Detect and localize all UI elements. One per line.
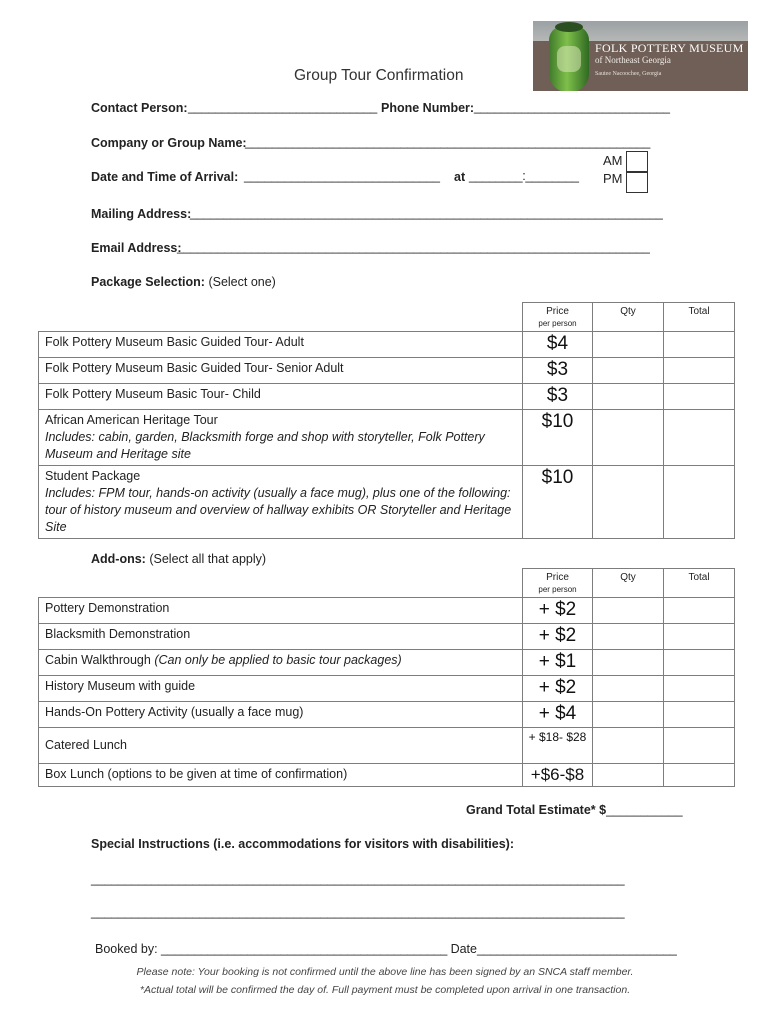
total-cell[interactable] xyxy=(664,764,735,787)
qty-cell[interactable] xyxy=(593,676,664,702)
mailing-address-label: Mailing Address: xyxy=(91,207,192,221)
page-title: Group Tour Confirmation xyxy=(294,67,464,84)
package-price: $10 xyxy=(523,410,593,466)
addon-price: +$6-$8 xyxy=(523,764,593,787)
total-cell[interactable] xyxy=(664,410,735,466)
grand-total-label: Grand Total Estimate* $ xyxy=(466,803,607,817)
price-column-header: Price per person xyxy=(523,569,593,598)
total-cell[interactable] xyxy=(664,702,735,728)
table-row[interactable] xyxy=(39,332,735,358)
payment-note: *Actual total will be confirmed the day of. Full payment must be completed upon arrival in one transaction. xyxy=(139,984,631,996)
pm-checkbox[interactable] xyxy=(626,172,648,193)
booked-by-row xyxy=(95,942,677,956)
table-row[interactable] xyxy=(39,764,735,787)
addons-header-row xyxy=(39,569,735,598)
addon-name: History Museum with guide xyxy=(39,676,523,702)
package-name: Student Package xyxy=(45,469,141,483)
contact-person-label: Contact Person: xyxy=(91,101,188,115)
table-row[interactable] xyxy=(39,650,735,676)
table-row[interactable] xyxy=(39,410,735,466)
logo-subtitle: of Northeast Georgia xyxy=(595,55,671,65)
total-cell[interactable] xyxy=(664,332,735,358)
qty-cell[interactable] xyxy=(593,650,664,676)
package-price: $4 xyxy=(523,332,593,358)
qty-cell[interactable] xyxy=(593,764,664,787)
package-header-row xyxy=(39,303,735,332)
package-name: African American Heritage Tour xyxy=(45,413,218,427)
at-label: at xyxy=(454,170,466,184)
addon-price: + $2 xyxy=(523,624,593,650)
table-row[interactable] xyxy=(39,728,735,764)
special-instructions-label: Special Instructions (i.e. accommodations for visitors with disabilities): xyxy=(91,837,515,851)
total-cell[interactable] xyxy=(664,466,735,539)
phone-number-label: Phone Number: xyxy=(381,101,475,115)
company-label: Company or Group Name: xyxy=(91,136,247,150)
total-cell[interactable] xyxy=(664,384,735,410)
qty-cell[interactable] xyxy=(593,598,664,624)
package-name-cell xyxy=(39,410,523,466)
addon-name: Hands-On Pottery Activity (usually a face mug) xyxy=(39,702,523,728)
arrival-time-field[interactable]: ________:________ xyxy=(469,169,579,183)
table-row[interactable] xyxy=(39,624,735,650)
special-instructions-line-2[interactable]: _______________________________________________________________________________ xyxy=(91,905,625,919)
qty-cell[interactable] xyxy=(593,702,664,728)
addon-name-cell xyxy=(39,650,523,676)
table-row[interactable] xyxy=(39,598,735,624)
museum-logo xyxy=(533,21,748,91)
contact-person-field[interactable]: ____________________________ xyxy=(188,100,378,114)
package-name: Folk Pottery Museum Basic Guided Tour- Senior Adult xyxy=(39,358,523,384)
pm-label: PM xyxy=(603,171,623,186)
package-price: $3 xyxy=(523,384,593,410)
addon-name: Catered Lunch xyxy=(39,728,523,764)
date-label: Date xyxy=(450,942,477,956)
phone-number-field[interactable]: _____________________________ xyxy=(474,100,670,114)
am-label: AM xyxy=(603,153,623,168)
qty-cell[interactable] xyxy=(593,728,664,764)
grand-total-field[interactable]: ___________ xyxy=(606,803,683,817)
company-field[interactable]: ____________________________________________________________ xyxy=(245,135,651,149)
qty-cell[interactable] xyxy=(593,358,664,384)
addon-name: Pottery Demonstration xyxy=(39,598,523,624)
package-selection-label: Package Selection: xyxy=(91,275,205,289)
addons-table xyxy=(38,568,735,787)
total-column-header: Total xyxy=(664,569,735,598)
booked-by-field[interactable]: ___________________________________________ xyxy=(161,942,448,956)
arrival-label: Date and Time of Arrival: xyxy=(91,170,239,184)
addons-hint: (Select all that apply) xyxy=(149,552,267,566)
qty-cell[interactable] xyxy=(593,332,664,358)
total-column-header: Total xyxy=(664,303,735,332)
qty-column-header: Qty xyxy=(593,569,664,598)
date-field[interactable]: ______________________________ xyxy=(476,942,677,956)
mailing-address-field[interactable]: ______________________________________________________________________ xyxy=(190,206,663,220)
addon-price: + $4 xyxy=(523,702,593,728)
package-detail: Includes: cabin, garden, Blacksmith forge and shop with storyteller, Folk Pottery Museum and Heritage site xyxy=(45,430,485,461)
face-jug-icon xyxy=(549,26,589,91)
package-price: $3 xyxy=(523,358,593,384)
addon-name: Blacksmith Demonstration xyxy=(39,624,523,650)
package-detail: Includes: FPM tour, hands-on activity (usually a face mug), plus one of the following: tour of history museum and overview of hallway exhibits OR Storyteller and Heritage Site xyxy=(45,486,512,534)
total-cell[interactable] xyxy=(664,358,735,384)
qty-cell[interactable] xyxy=(593,624,664,650)
package-name-cell xyxy=(39,466,523,539)
addon-note: (Can only be applied to basic tour packages) xyxy=(154,653,402,667)
table-row[interactable] xyxy=(39,384,735,410)
am-checkbox[interactable] xyxy=(626,151,648,172)
package-price: $10 xyxy=(523,466,593,539)
package-table xyxy=(38,302,735,539)
addon-price: + $1 xyxy=(523,650,593,676)
table-row[interactable] xyxy=(39,676,735,702)
logo-place: Sautee Nacoochee, Georgia xyxy=(595,71,662,77)
addons-heading xyxy=(91,552,266,566)
arrival-date-field[interactable]: _____________________________ xyxy=(244,169,440,183)
booking-note: Please note: Your booking is not confirmed until the above line has been signed by an SNCA staff member. xyxy=(136,966,634,978)
addon-price: + $2 xyxy=(523,598,593,624)
package-name: Folk Pottery Museum Basic Tour- Child xyxy=(39,384,523,410)
package-name: Folk Pottery Museum Basic Guided Tour- Adult xyxy=(39,332,523,358)
addon-name: Box Lunch (options to be given at time of confirmation) xyxy=(39,764,523,787)
addon-name: Cabin Walkthrough xyxy=(45,653,155,667)
price-column-header: Price per person xyxy=(523,303,593,332)
table-row[interactable] xyxy=(39,358,735,384)
addons-label: Add-ons: xyxy=(91,552,146,566)
qty-column-header: Qty xyxy=(593,303,664,332)
total-cell[interactable] xyxy=(664,650,735,676)
total-cell[interactable] xyxy=(664,728,735,764)
total-cell[interactable] xyxy=(664,676,735,702)
booked-by-label: Booked by: xyxy=(95,942,158,956)
total-cell[interactable] xyxy=(664,598,735,624)
table-row[interactable] xyxy=(39,702,735,728)
logo-title: FOLK POTTERY MUSEUM xyxy=(595,41,744,55)
grand-total xyxy=(466,803,683,817)
package-selection-heading xyxy=(91,275,276,289)
addon-price: + $2 xyxy=(523,676,593,702)
addon-price: + $18- $28 xyxy=(523,728,593,764)
total-cell[interactable] xyxy=(664,624,735,650)
email-address-label: Email Address: xyxy=(91,241,182,255)
qty-cell[interactable] xyxy=(593,410,664,466)
qty-cell[interactable] xyxy=(593,384,664,410)
table-row[interactable] xyxy=(39,466,735,539)
special-instructions-line-1[interactable]: _______________________________________________________________________________ xyxy=(91,872,625,886)
package-selection-hint: (Select one) xyxy=(208,275,276,289)
email-address-field[interactable]: ______________________________________________________________________ xyxy=(177,240,650,254)
qty-cell[interactable] xyxy=(593,466,664,539)
